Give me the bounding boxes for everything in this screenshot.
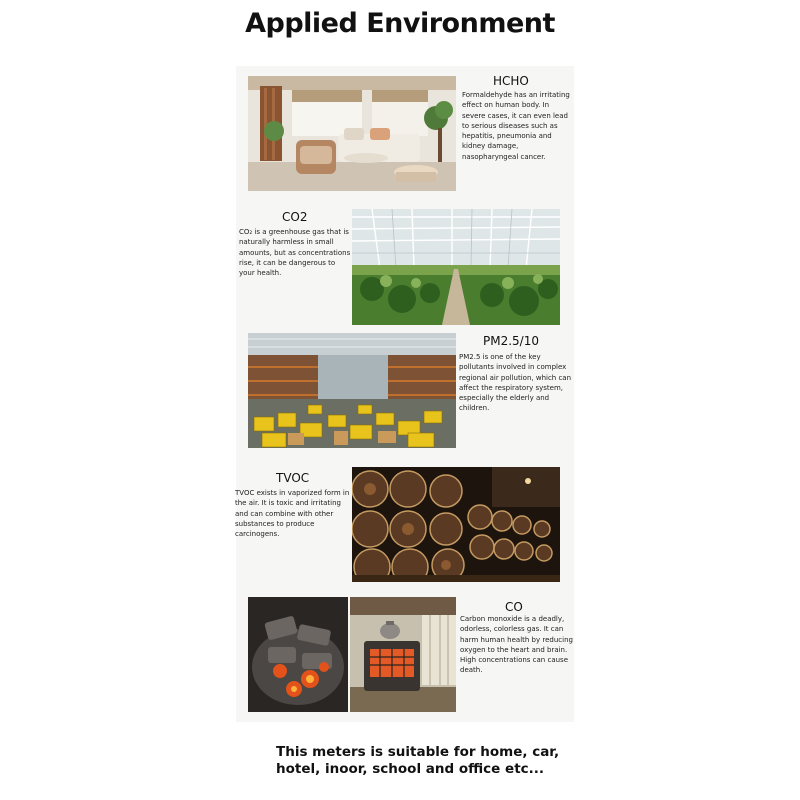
charcoal-photo: [248, 597, 348, 712]
hcho-heading: HCHO: [493, 74, 529, 88]
tvoc-description: TVOC exists in vaporized form in the air. It is toxic and irritating and can combine with other substances to produce carcinogens.: [235, 489, 350, 539]
greenhouse-photo: [352, 209, 560, 325]
tvoc-heading: TVOC: [276, 471, 310, 485]
wine-cellar-photo: [352, 467, 560, 582]
living-room-photo: [248, 76, 456, 191]
co2-description: CO₂ is a greenhouse gas that is naturally harmless in small amounts, but as concentrations rise, it can be dangerous to your health.: [239, 228, 351, 278]
warehouse-photo: [248, 333, 456, 448]
page-title: Applied Environment: [245, 8, 555, 39]
co-description: Carbon monoxide is a deadly, odorless, colorless gas. It can harm human health by reducing oxygen to the heart and brain. High concentrations can cause death.: [460, 615, 573, 675]
footer-note: This meters is suitable for home, car, hotel, inoor, school and office etc...: [276, 744, 560, 777]
co-heading: CO: [505, 600, 523, 614]
pm-description: PM2.5 is one of the key pollutants involved in complex regional air pollution, which can affect the respiratory system, especially the elderly and children.: [459, 353, 572, 413]
co2-heading: CO2: [282, 210, 308, 224]
kerosene-heater-photo: [350, 597, 456, 712]
hcho-description: Formaldehyde has an irritating effect on human body. In severe cases, it can even lead to serious diseases such as hepatitis, pneumonia and kidney damage, nasopharyngeal cancer.: [462, 91, 570, 161]
pm-heading: PM2.5/10: [483, 334, 539, 348]
